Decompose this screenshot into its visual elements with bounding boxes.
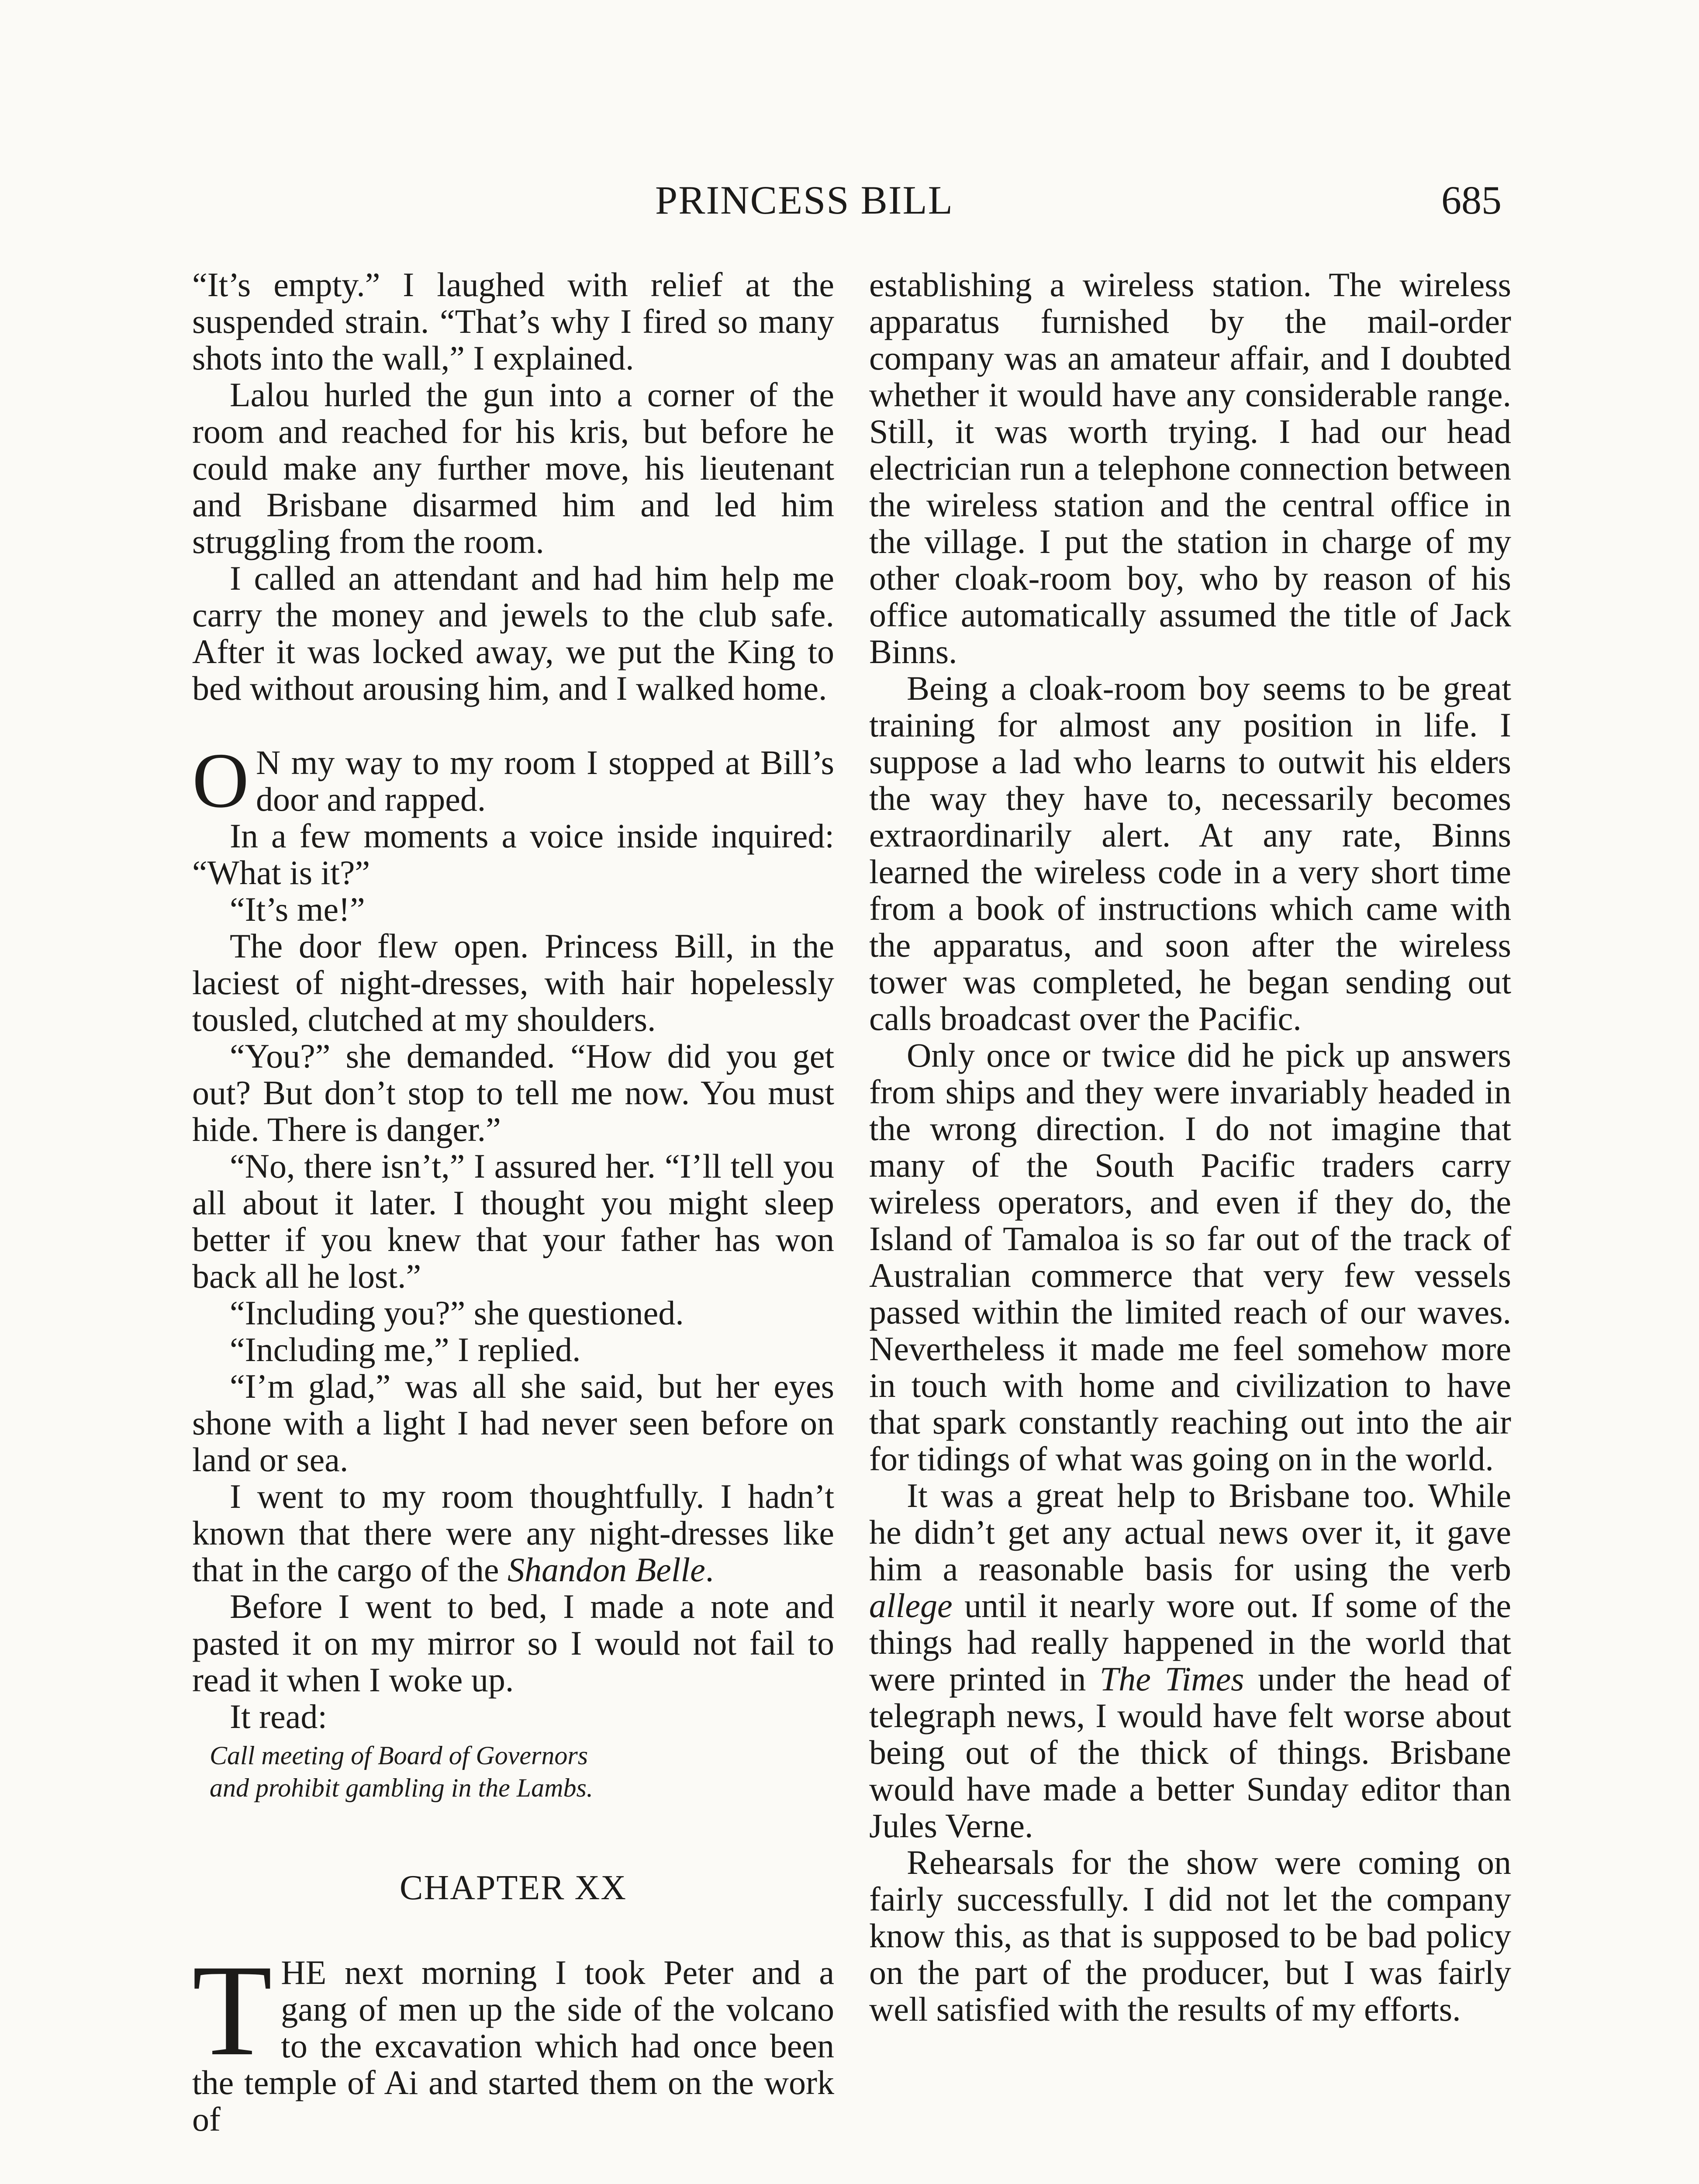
paragraph: Lalou hurled the gun into a corner of the room and reached for his kris, but before he could make any further move, his lieutenant and Brisbane disarmed him and led him struggling from the room. [192,376,834,560]
paragraph: Before I went to bed, I made a note and pasted it on my mirror so I would not fail to read it when I woke up. [192,1587,834,1699]
drop-cap: O [192,737,249,824]
paragraph-text: my way to my room I stopped at Bill’s door and rapped. [256,743,834,818]
right-column [869,266,1511,2028]
paragraph-text: It was a great help to Brisbane too. While he didn’t get any actual news over it, it gave him a reasonable basis for using the verb [869,1476,1511,1588]
paragraph: “Including me,” I replied. [230,1330,581,1368]
paragraph: “No, there isn’t,” I assured her. “I’ll tell you all about it later. I thought you might sleep better if you knew that your father has won back all he lost.” [192,1147,834,1295]
running-head: PRINCESS BILL [655,178,953,222]
paragraph: “You?” she demanded. “How did you get out? But don’t stop to tell me now. You must hide. There is danger.” [192,1037,834,1148]
newspaper-name: The Times [1099,1660,1244,1698]
section-opening-paragraph [192,737,834,824]
paragraph: Only once or twice did he pick up answers from ships and they were invariably headed in the wrong direction. I do not imagine that many of the South Pacific traders carry wireless operators, and even if they do, the Island of Tamaloa is so far out of the track of Australian commerce that very few vessels passed within the limited reach of our waves. Nevertheless it made me feel somehow more in touch with home and civilization to have that spark constantly reaching out into the air for tidings of what was going on in the world. [869,1036,1511,1478]
paragraph-text: I went to my room thoughtfully. I hadn’t known that there were any night-dresses like that in the cargo of the [192,1477,834,1589]
paragraph: “It’s me!” [230,890,365,928]
paragraph: establishing a wireless station. The wireless apparatus furnished by the mail-order company was an amateur affair, and I doubted whether it would have any considerable range. Still, it was worth trying. I had our head electrician run a telephone connection between the wireless station and the central office in the village. I put the station in charge of my other cloak-room boy, who by reason of his office automatically assumed the title of Jack Binns. [869,266,1511,670]
chapter-heading: CHAPTER XX [399,1869,627,1907]
small-caps-lead: HE [281,1953,327,1991]
paragraph: “It’s empty.” I laughed with relief at the suspended strain. “That’s why I fired so many shots into the wall,” I explained. [192,266,834,377]
chapter-opening-paragraph [192,1938,834,2138]
mirror-note [192,1739,834,1804]
drop-cap: T [192,1938,273,2083]
note-line: and prohibit gambling in the Lambs. [210,1773,593,1802]
paragraph: Rehearsals for the show were coming on fairly successfully. I did not let the company know this, as that is supposed to be bad policy on the part of the producer, but I was fairly well satisfied with the results of my efforts. [869,1843,1511,2028]
paragraph: The door flew open. Princess Bill, in the laciest of night-dresses, with hair hopelessly tousled, clutched at my shoulders. [192,927,834,1038]
paragraph-text: under the head of telegraph news, I would have felt worse about being out of the thick of things. Brisbane would have made a better Sunday editor than Jules Verne. [869,1660,1511,1845]
paragraph: “I’m glad,” was all she said, but her eyes shone with a light I had never seen before on land or sea. [192,1367,834,1479]
paragraph: “Including you?” she questioned. [230,1294,684,1332]
page-number: 685 [1441,178,1502,222]
paragraph: In a few moments a voice inside inquired: “What is it?” [192,817,834,892]
paragraph: Being a cloak-room boy seems to be great training for almost any position in life. I suppose a lad who learns to outwit his elders the way they have to, necessarily becomes extraordinarily alert. At any rate, Binns learned the wireless code in a very short time from a book of instructions which came with the apparatus, and soon after the wireless tower was completed, he began sending out calls broadcast over the Pacific. [869,669,1511,1037]
paragraph: I called an attendant and had him help me carry the money and jewels to the club safe. After it was locked away, we put the King to bed without arousing him, and I walked home. [192,559,834,707]
paragraph: It read: [230,1697,328,1735]
ship-name: Shandon Belle [508,1551,705,1589]
note-line: Call meeting of Board of Governors [210,1741,588,1770]
paragraph-text: next morning I took Peter and a gang of men up the side of the volcano to the excavation which had once been the temple of Ai and started them on the work of [192,1953,834,2138]
paragraph-text: . [705,1551,714,1589]
paragraph-text: until it nearly wore out. If some of the things had really happened in the world that were printed in [869,1586,1511,1698]
paragraph [192,1478,834,1588]
italic-word: allege [869,1586,953,1624]
paragraph [869,1477,1511,1844]
left-column [192,266,834,2138]
small-caps-lead: N [256,743,281,781]
